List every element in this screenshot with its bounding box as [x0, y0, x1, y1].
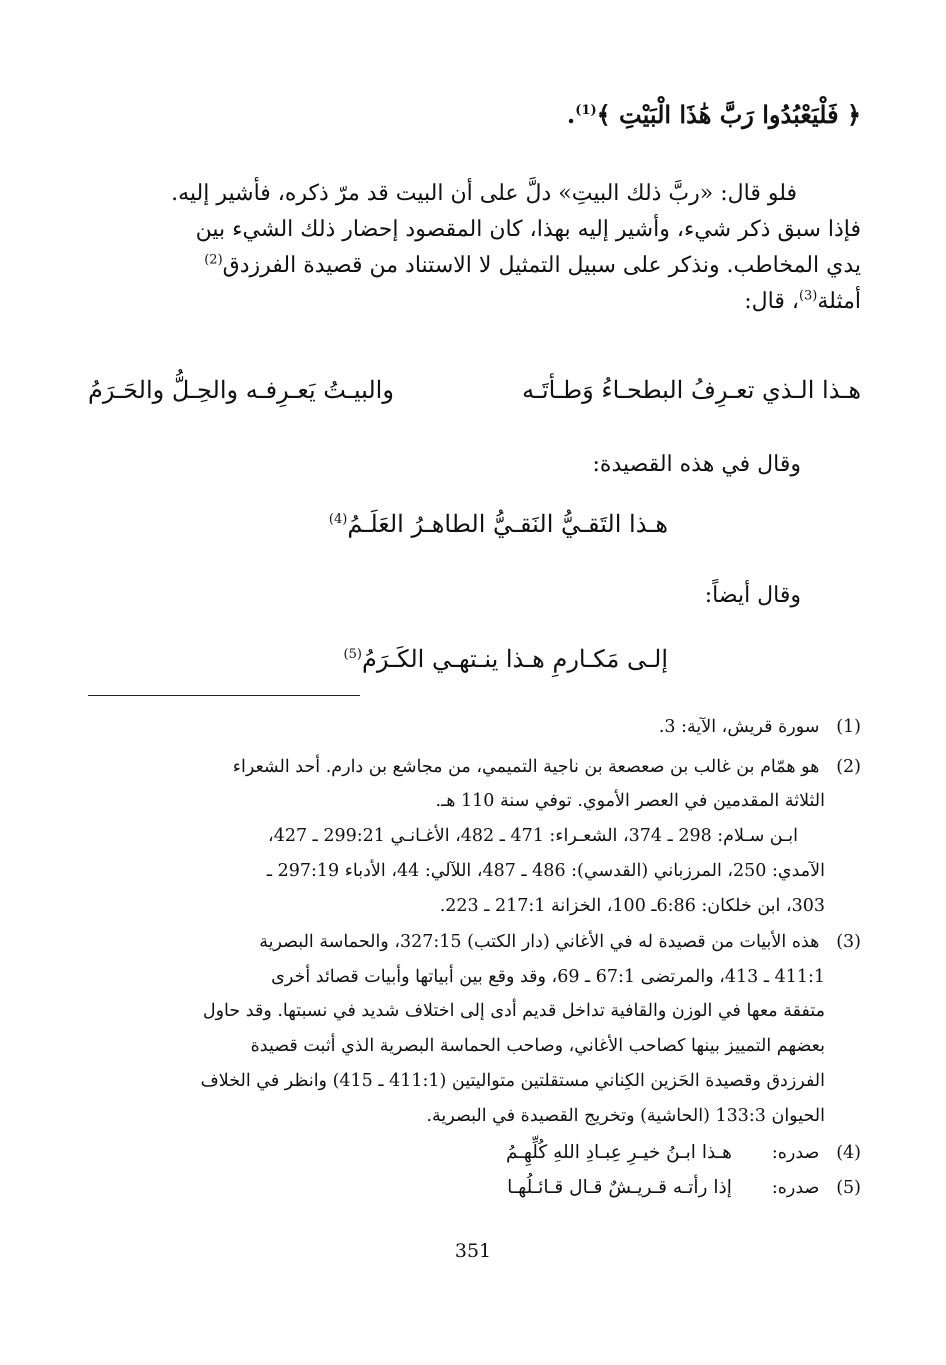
footnote-3-number: (3) — [836, 932, 861, 952]
footnote-ref-3: (3) — [798, 288, 818, 304]
paragraph-line-4-tail: ، قال: — [744, 289, 799, 314]
footnote-1 — [659, 713, 861, 741]
verse-1-first-hemistich: هـذا الـذي تعـرِفُ البطحـاءُ وَطـأتَـه — [522, 376, 861, 404]
footnote-separator — [88, 695, 360, 696]
footnote-3-line-3: متفقة معها في الوزن والقافية تداخل قديم أدى إلى اختلاف شديد في نسبتها. وقد حاول — [202, 1001, 825, 1021]
footnote-2-line-5: 303، ابن خلكان: 6:86ـ 100، الخزانة 217:1 ـ 223. — [439, 896, 825, 916]
footnote-5-text: إذا رأتـه قـريـشٌ قـال قـائـلُهـا — [507, 1177, 732, 1198]
footnote-ref-4: (4) — [328, 512, 348, 527]
paragraph-line-1: فلو قال: «ربَّ ذلك البيتِ» دلَّ على أن البيت قد مرّ ذكره، فأشير إليه. — [171, 181, 797, 206]
footnote-5 — [507, 1174, 861, 1202]
footnote-3-line-5: الفرزدق وقصيدة الحَزين الكِناني مستقلتين متواليتين (411:1 ـ 415) وانظر في الخلاف — [200, 1071, 825, 1091]
footnote-5-number: (5) — [836, 1178, 861, 1198]
verse-3 — [344, 645, 668, 673]
footnote-4 — [506, 1139, 861, 1167]
footnote-1-number: (1) — [836, 717, 861, 737]
footnote-ref-2: (2) — [204, 252, 223, 268]
footnote-4-text: هـذا ابـنُ خيـرِ عِبـادِ اللهِ كُلِّهِـمُ — [506, 1142, 732, 1163]
footnote-2-number: (2) — [836, 757, 861, 777]
footnote-2-line-4: الآمدي: 250، المرزباني (القدسي): 486 ـ 487، اللآلي: 44، الأدباء 297:19 ـ — [266, 861, 825, 881]
footnote-4-number: (4) — [836, 1143, 861, 1163]
quran-verse: ﴿ فَلْيَعْبُدُوا رَبَّ هَٰذَا الْبَيْتِ ﴾ — [596, 100, 861, 129]
quran-verse-line — [567, 100, 861, 129]
page-number: 351 — [454, 1240, 492, 1262]
footnote-2-line-1 — [233, 753, 861, 781]
paragraph — [81, 176, 861, 320]
verse-1-second-hemistich: والبيـتُ يَعـرِفـه والحِـلُّ والحَـرَمُ — [88, 376, 394, 404]
footnote-3-line-4: بعضهم التمييز بينها كصاحب الأغاني، وصاحب الحماسة البصرية الذي أثبت قصيدة — [250, 1036, 825, 1056]
footnote-3-line-1 — [259, 928, 861, 956]
footnote-3-line-6: الحيوان 133:3 (الحاشية) وتخريج القصيدة في البصرية. — [426, 1106, 825, 1126]
footnote-2-line-3: ابـن سـلام: 298 ـ 374، الشعـراء: 471 ـ 482، الأغـانـي 299:21 ـ 427، — [268, 826, 798, 846]
paragraph-line-4-text: أمثلة — [817, 289, 861, 314]
verse-2-text: هـذا التَقـيُّ النَقـيُّ الطاهـرُ العَلَـمُ — [347, 510, 668, 538]
intro-line-3: وقال أيضاً: — [704, 583, 801, 608]
footnote-2-text-1: هو همّام بن غالب بن صعصعة بن ناجية التميمي، من مجاشع بن دارم. أحد الشعراء — [232, 757, 820, 777]
footnote-4-label: صدره: — [771, 1143, 820, 1163]
paragraph-line-2: فإذا سبق ذكر شيء، وأشير إليه بهذا، كان المقصود إحضار ذلك الشيء بين — [195, 217, 861, 242]
intro-line-2: وقال في هذه القصيدة: — [592, 452, 801, 477]
footnote-ref-1: (1) — [575, 103, 597, 118]
verse-3-text: إلـى مَكـارمِ هـذا ينـتهـي الكَـرَمُ — [361, 645, 668, 673]
paragraph-line-3-text: يدي المخاطب. ونذكر على سبيل التمثيل لا الاستناد من قصيدة الفرزدق — [222, 253, 861, 278]
footnote-ref-5: (5) — [343, 647, 362, 662]
footnote-3-text-1: هذه الأبيات من قصيدة له في الأغاني (دار الكتب) 327:15، والحماسة البصرية — [259, 932, 820, 952]
footnote-2-line-2: الثلاثة المقدمين في العصر الأموي. توفي سنة 110 هـ. — [435, 791, 825, 811]
quran-verse-end: . — [566, 100, 576, 129]
paragraph-line-4 — [81, 284, 861, 320]
verse-2 — [329, 510, 668, 538]
footnote-5-label: صدره: — [771, 1178, 820, 1198]
footnote-3-line-2: 411:1 ـ 413، والمرتضى 67:1 ـ 69، وقد وقع بين أبياتها وأبيات قصائد أخرى — [271, 967, 825, 987]
footnote-1-text: سورة قريش، الآية: 3. — [658, 717, 820, 737]
paragraph-line-3 — [81, 248, 861, 284]
